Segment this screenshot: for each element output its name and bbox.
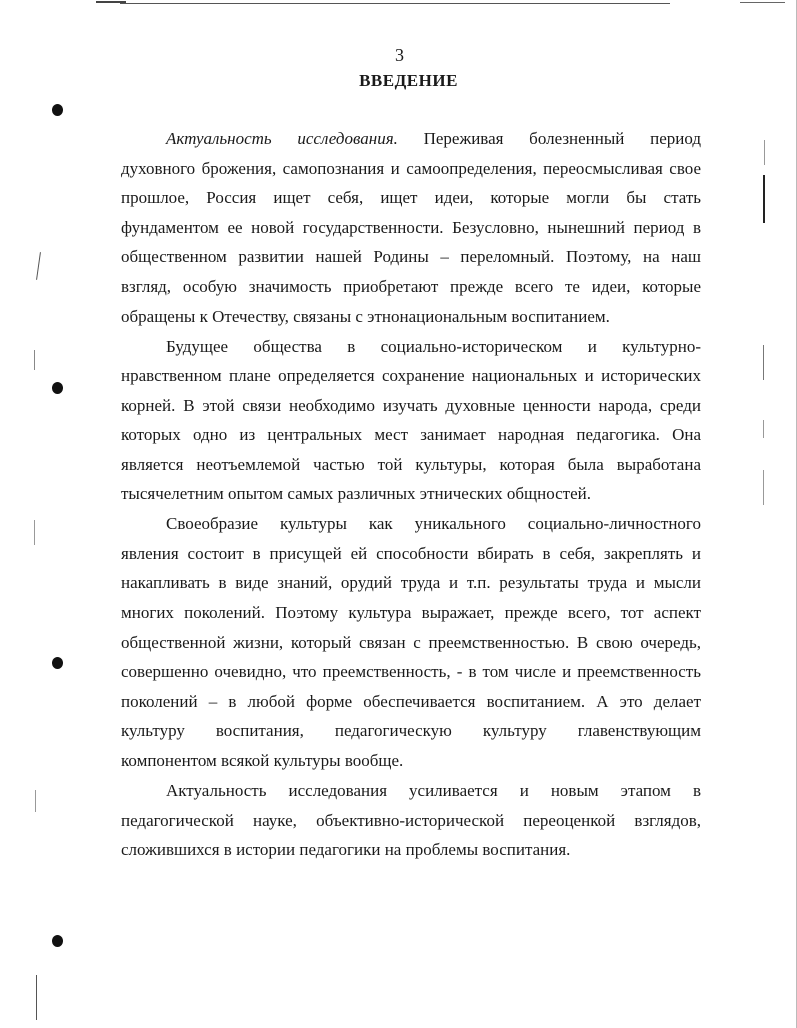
- punch-hole: [52, 935, 63, 947]
- paragraph-1-line: фундаментом ее новой государственности. Безусловно, нынешний период в: [121, 218, 701, 237]
- paragraph-3-line: многих поколений. Поэтому культура выражает, прежде всего, тот аспект: [121, 603, 701, 622]
- paragraph-2-line: является неотъемлемой частью той культуры, которая была выработана: [121, 455, 701, 474]
- paragraph-1-line: обращены к Отечеству, связаны с этнонациональным воспитанием.: [121, 307, 610, 326]
- paragraph-4-line: педагогической науке, объективно-исторической переоценкой взглядов,: [121, 811, 701, 830]
- paragraph-4-line: Актуальность исследования усиливается и новым этапом в: [166, 781, 701, 800]
- paragraph-3-line: компонентом всякой культуры вообще.: [121, 751, 404, 770]
- paragraph-3-line: накапливать в виде знаний, орудий труда и т.п. результаты труда и мысли: [121, 573, 701, 592]
- scan-top-edge-mark: [96, 1, 126, 3]
- punch-hole: [52, 657, 63, 669]
- margin-mark: [36, 252, 41, 280]
- paragraph-3-line: общественной жизни, который связан с преемственностью. В свою очередь,: [121, 633, 701, 652]
- italic-lead: Актуальность исследования.: [166, 129, 398, 148]
- page-title: ВВЕДЕНИЕ: [359, 71, 458, 90]
- paragraph-1-line: духовного брожения, самопознания и самоопределения, переосмысливая свое: [121, 159, 701, 178]
- margin-mark: [764, 140, 765, 165]
- paragraph-2-line: которых одно из центральных мест занимает народная педагогика. Она: [121, 425, 701, 444]
- paragraph-3-line: совершенно очевидно, что преемственность, - в том числе и преемственность: [121, 662, 701, 681]
- paragraph-3-line: поколений – в любой форме обеспечивается воспитанием. А это делает: [121, 692, 701, 711]
- paragraph-2-line: корней. В этой связи необходимо изучать духовные ценности народа, среди: [121, 396, 701, 415]
- line-text: Переживая болезненный период: [423, 129, 702, 148]
- paragraph-3-line: явления состоит в присущей ей способности вбирать в себя, закреплять и: [121, 544, 701, 563]
- paragraph-1-line: прошлое, Россия ищет себя, ищет идеи, которые могли бы стать: [121, 188, 701, 207]
- paragraph-2-line: Будущее общества в социально-историческом и культурно-: [166, 337, 701, 356]
- margin-mark: [35, 790, 36, 812]
- paragraph-3-line: Своеобразие культуры как уникального социально-личностного: [166, 514, 701, 533]
- punch-hole: [52, 382, 63, 394]
- paragraph-1-line-1: [166, 127, 701, 151]
- paragraph-1-line: взгляд, особую значимость приобретают прежде всего те идеи, которые: [121, 277, 701, 296]
- scan-top-edge-mark-right: [740, 2, 785, 3]
- paragraph-4-line: сложившихся в истории педагогики на проблемы воспитания.: [121, 840, 571, 859]
- paragraph-1-line: общественном развитии нашей Родины – переломный. Поэтому, на наш: [121, 247, 701, 266]
- paragraph-3-line: культуру воспитания, педагогическую культуру главенствующим: [121, 721, 701, 740]
- margin-mark: [763, 420, 764, 438]
- paragraph-2-line: нравственном плане определяется сохранение национальных и исторических: [121, 366, 701, 385]
- margin-mark: [763, 470, 764, 505]
- punch-hole: [52, 104, 63, 116]
- margin-mark: [34, 520, 35, 545]
- paragraph-2-line: тысячелетним опытом самых различных этнических общностей.: [121, 484, 591, 503]
- scan-bottom-left-mark: [36, 975, 37, 1020]
- margin-mark: [763, 175, 765, 223]
- scan-top-edge-line: [120, 3, 670, 4]
- margin-mark: [763, 345, 764, 380]
- page-number: 3: [395, 45, 404, 65]
- margin-mark: [34, 350, 35, 370]
